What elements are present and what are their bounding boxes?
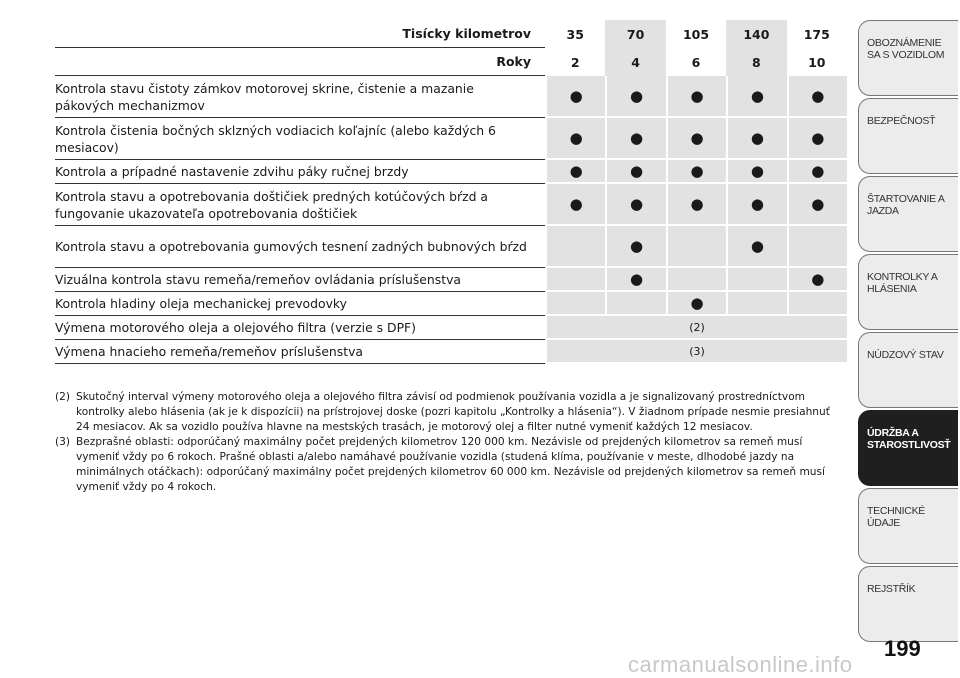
interval-cell — [545, 226, 605, 268]
table-row — [55, 316, 847, 340]
interval-cell — [666, 184, 726, 226]
table-row — [55, 76, 847, 118]
bullet-mark: ● — [630, 270, 644, 288]
chapter-tab-label: OBOZNÁMENIE SA S VOZIDLOM — [867, 37, 945, 61]
interval-cell — [787, 160, 847, 184]
chapter-tab-label: BEZPEČNOSŤ — [867, 115, 936, 127]
bullet-mark: ● — [750, 87, 764, 105]
footnote — [55, 390, 845, 435]
interval-cell — [787, 76, 847, 118]
interval-cell — [666, 226, 726, 268]
km-col-4: 140 — [726, 20, 786, 48]
interval-cell — [666, 118, 726, 160]
interval-cell — [545, 76, 605, 118]
page-number: 199 — [884, 636, 921, 661]
watermark: carmanualsonline.info — [628, 652, 853, 677]
task-cell: Kontrola čistenia bočných sklzných vodiacich koľajníc (alebo každých 6 mesiacov) — [55, 118, 531, 160]
bullet-mark: ● — [750, 162, 764, 180]
bullet-mark: ● — [569, 129, 583, 147]
task-cell: Kontrola hladiny oleja mechanickej prevodovky — [55, 292, 531, 316]
footnote-text: Bezprašné oblasti: odporúčaný maximálny počet prejdených kilometrov 120 000 km. Nezávisle od prejdených kilometrov sa remeň musí vymeniť vždy po 6 rokoch. Prašné oblasti a/alebo namáhavé používanie vozidla (studená klíma, používanie v meste, dlhodobé jazdy na minimálnych otáčkach): odporúčaný maximálny počet prejdených kilometrov 60 000 km. Nezávisle od prejdených kilometrov sa remeň musí vymeniť vždy po 4 rokoch. — [76, 436, 825, 493]
table-row — [55, 340, 847, 364]
interval-cell — [726, 76, 786, 118]
task-cell: Kontrola stavu a opotrebovania gumových tesnení zadných bubnových bŕzd — [55, 226, 531, 268]
footnote-key: (3) — [55, 436, 71, 448]
interval-cell — [605, 292, 665, 316]
interval-cell — [666, 76, 726, 118]
bullet-mark: ● — [569, 195, 583, 213]
chapter-tab[interactable] — [858, 254, 958, 330]
km-col-3: 105 — [682, 26, 710, 42]
bullet-mark: ● — [811, 270, 825, 288]
task-cell: Vizuálna kontrola stavu remeňa/remeňov ovládania príslušenstva — [55, 268, 531, 292]
chapter-tab[interactable] — [858, 20, 958, 96]
interval-cell — [666, 292, 726, 316]
interval-cell — [726, 184, 786, 226]
interval-cell — [726, 268, 786, 292]
interval-cell — [545, 160, 605, 184]
task-cell: Výmena hnacieho remeňa/remeňov príslušenstva — [55, 340, 531, 364]
bullet-mark: ● — [630, 129, 644, 147]
interval-cell — [545, 268, 605, 292]
bullet-mark: ● — [811, 87, 825, 105]
interval-cell — [545, 184, 605, 226]
interval-cell — [605, 184, 665, 226]
years-col-4: 8 — [726, 48, 786, 76]
km-col-5: 175 — [803, 26, 830, 42]
years-col-2: 4 — [605, 48, 665, 76]
interval-cell — [666, 160, 726, 184]
chapter-tab-label: KONTROLKY A HLÁSENIA — [867, 271, 938, 295]
bullet-mark: ● — [750, 195, 764, 213]
bullet-mark: ● — [569, 87, 583, 105]
interval-cell — [726, 292, 786, 316]
bullet-mark: ● — [811, 129, 825, 147]
interval-cell — [787, 268, 847, 292]
footnotes — [55, 390, 845, 495]
chapter-tab[interactable] — [858, 488, 958, 564]
task-cell: Výmena motorového oleja a olejového filtra (verzie s DPF) — [55, 316, 531, 340]
years-col-3: 6 — [691, 54, 701, 70]
chapter-tab[interactable] — [858, 176, 958, 252]
interval-cell — [726, 226, 786, 268]
chapter-tab-label: ÚDRŽBA A STAROSTLIVOSŤ — [867, 427, 951, 451]
years-col-5: 10 — [808, 54, 826, 70]
bullet-mark: ● — [811, 162, 825, 180]
chapter-tab[interactable] — [858, 98, 958, 174]
task-cell: Kontrola stavu čistoty zámkov motorovej skrine, čistenie a mazanie pákových mechanizmov — [55, 76, 531, 118]
table-row — [55, 118, 847, 160]
table-row — [55, 268, 847, 292]
maintenance-table — [55, 20, 847, 364]
bullet-mark: ● — [750, 129, 764, 147]
bullet-mark: ● — [690, 294, 704, 312]
footnote — [55, 435, 845, 495]
bullet-mark: ● — [690, 162, 704, 180]
header-years-label: Roky — [55, 48, 531, 76]
interval-cell — [726, 118, 786, 160]
bullet-mark: ● — [630, 195, 644, 213]
interval-cell — [605, 226, 665, 268]
table-row — [55, 160, 847, 184]
task-cell: Kontrola a prípadné nastavenie zdvihu páky ručnej brzdy — [55, 160, 531, 184]
chapter-tab[interactable] — [858, 332, 958, 408]
footnote-text: Skutočný interval výmeny motorového oleja a olejového filtra závisí od podmienok používania vozidla a je signalizovaný prostredníctvom kontrolky alebo hlásenia (ak je k dispozícii) na prístrojovej doske (pozri kapitolu „Kontrolky a hlásenia“). V žiadnom prípade nesmie presiahnuť 24 mesiacov. Ak sa vozidlo používa hlavne na mestských trasách, je motorový olej a filter nutné vymeniť každých 12 mesiacov. — [76, 391, 830, 433]
years-col-1: 2 — [570, 54, 580, 70]
bullet-mark: ● — [811, 195, 825, 213]
footnote-key: (2) — [55, 391, 71, 403]
chapter-tab-label: REJSTŘÍK — [867, 583, 916, 595]
interval-cell — [605, 76, 665, 118]
task-cell: Kontrola stavu a opotrebovania doštičiek predných kotúčových bŕzd a fungovanie ukazovateľa opotrebovania doštičiek — [55, 184, 531, 226]
interval-cell — [787, 184, 847, 226]
table-row — [55, 292, 847, 316]
interval-cell — [605, 160, 665, 184]
header-km-label: Tisícky kilometrov — [55, 20, 531, 48]
header-km-row — [55, 20, 847, 48]
interval-cell — [666, 268, 726, 292]
chapter-tab-label: ŠTARTOVANIE A JAZDA — [867, 193, 945, 217]
bullet-mark: ● — [630, 237, 644, 255]
interval-cell — [545, 118, 605, 160]
table-row — [55, 226, 847, 268]
chapter-tab-label: NÚDZOVÝ STAV — [867, 349, 944, 361]
chapter-tab[interactable] — [858, 566, 958, 642]
interval-cell — [545, 292, 605, 316]
bullet-mark: ● — [569, 162, 583, 180]
km-col-2: 70 — [605, 20, 665, 48]
chapter-tab-label: TECHNICKÉ ÚDAJE — [867, 505, 925, 529]
bullet-mark: ● — [630, 87, 644, 105]
header-years-row — [55, 48, 847, 76]
bullet-mark: ● — [750, 237, 764, 255]
interval-cell — [787, 226, 847, 268]
km-col-1: 35 — [566, 26, 584, 42]
bullet-mark: ● — [630, 162, 644, 180]
interval-cell — [605, 118, 665, 160]
footnote-ref-cell: (3) — [545, 340, 847, 364]
chapter-tab[interactable] — [858, 410, 958, 486]
bullet-mark: ● — [690, 129, 704, 147]
interval-cell — [787, 292, 847, 316]
interval-cell — [726, 160, 786, 184]
footnote-ref-cell: (2) — [545, 316, 847, 340]
bullet-mark: ● — [690, 87, 704, 105]
interval-cell — [605, 268, 665, 292]
table-row — [55, 184, 847, 226]
interval-cell — [787, 118, 847, 160]
bullet-mark: ● — [690, 195, 704, 213]
